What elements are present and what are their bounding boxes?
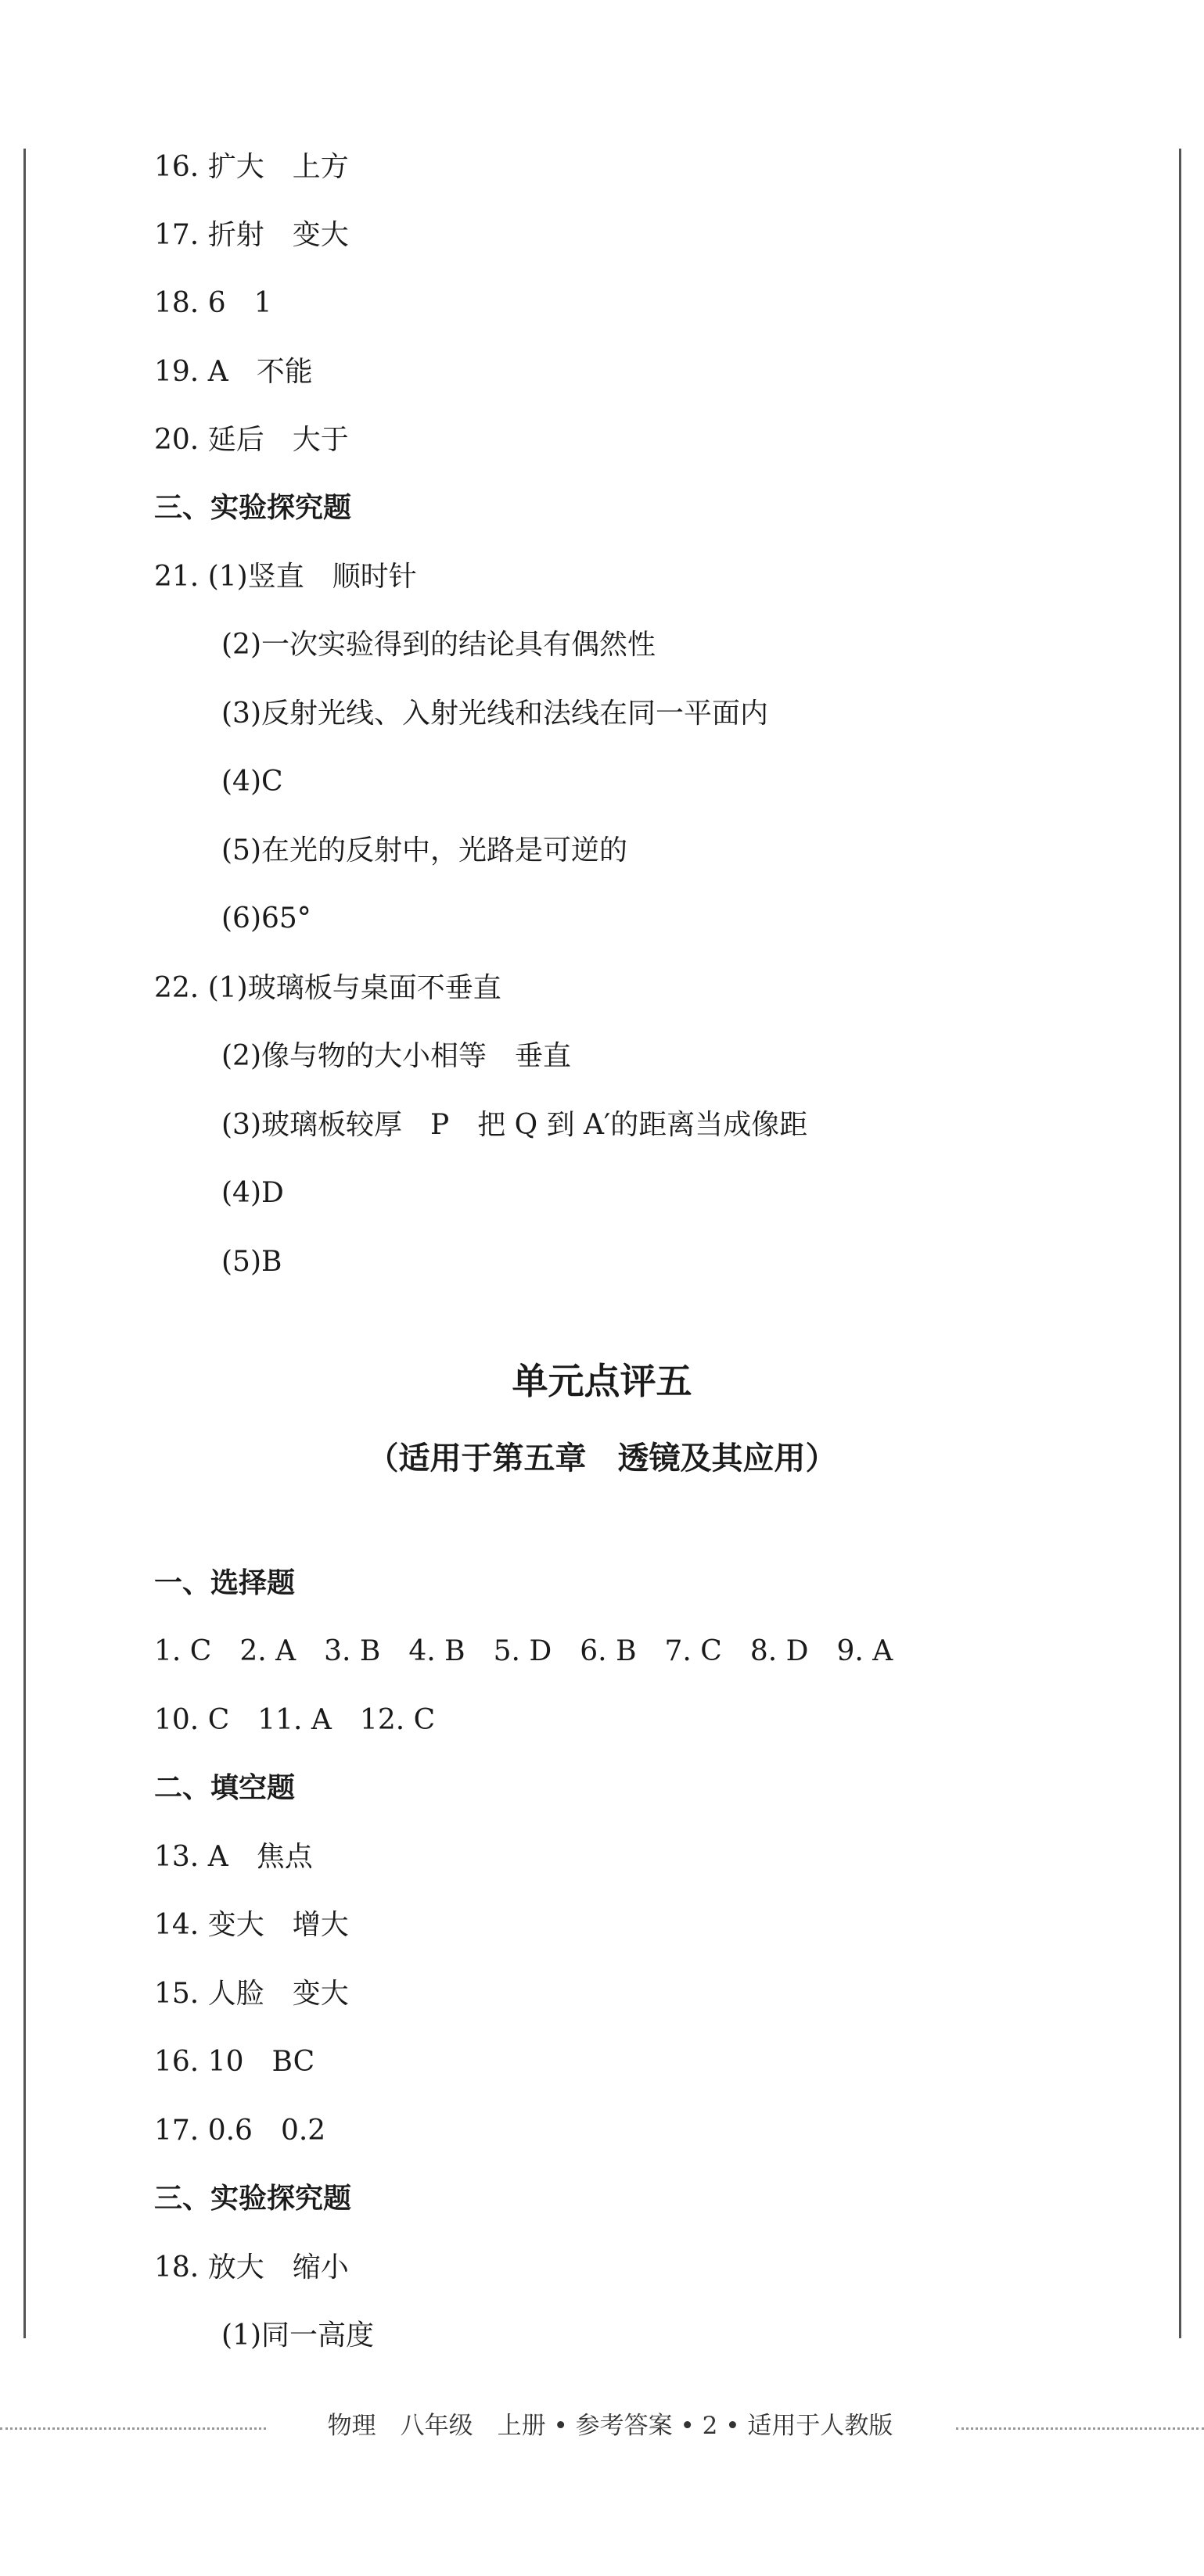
unit-title: 单元点评五 bbox=[512, 1360, 692, 1402]
answer-line: (3)反射光线、入射光线和法线在同一平面内 bbox=[221, 698, 768, 730]
section-heading-experiment-2: 三、实验探究题 bbox=[154, 2183, 352, 2215]
answer-line: (1)同一高度 bbox=[221, 2319, 374, 2352]
answer-line: 22. (1)玻璃板与桌面不垂直 bbox=[154, 972, 501, 1004]
answer-line: 16. 扩大 上方 bbox=[154, 151, 349, 183]
answer-line: (6)65° bbox=[221, 902, 311, 935]
answer-line: 15. 人脸 变大 bbox=[154, 1978, 349, 2010]
section-heading-fill: 二、填空题 bbox=[154, 1772, 296, 1804]
answer-line: 20. 延后 大于 bbox=[154, 424, 349, 456]
answer-line: (3)玻璃板较厚 P 把 Q 到 A′的距离当成像距 bbox=[221, 1109, 808, 1141]
answer-line: 10. C 11. A 12. C bbox=[154, 1704, 436, 1736]
answer-line: 14. 变大 增大 bbox=[154, 1909, 349, 1941]
footer-dotted-rule-left bbox=[0, 2427, 266, 2430]
answer-line: (5)B bbox=[221, 1246, 282, 1278]
footer-dotted-rule-right bbox=[956, 2427, 1204, 2430]
answer-line: 17. 折射 变大 bbox=[154, 219, 349, 251]
page-footer: 物理 八年级 上册 • 参考答案 • 2 • 适用于人教版 bbox=[327, 2412, 893, 2440]
answer-line: 17. 0.6 0.2 bbox=[154, 2115, 326, 2147]
answer-line: (4)C bbox=[221, 766, 283, 798]
left-margin-rule bbox=[23, 149, 26, 2338]
answer-line: 18. 放大 缩小 bbox=[154, 2251, 349, 2284]
answer-line: 16. 10 BC bbox=[154, 2046, 315, 2078]
answer-line: 18. 6 1 bbox=[154, 287, 272, 319]
answer-line: 19. A 不能 bbox=[154, 356, 313, 388]
answer-line: (2)像与物的大小相等 垂直 bbox=[221, 1040, 571, 1072]
right-margin-rule bbox=[1179, 149, 1181, 2338]
answer-line: (4)D bbox=[221, 1177, 284, 1209]
answer-line: (5)在光的反射中，光路是可逆的 bbox=[221, 834, 627, 866]
answer-line: 1. C 2. A 3. B 4. B 5. D 6. B 7. C 8. D 9. A bbox=[154, 1635, 893, 1667]
unit-subtitle: （适用于第五章 透镜及其应用） bbox=[367, 1440, 837, 1476]
answer-line: (2)一次实验得到的结论具有偶然性 bbox=[221, 629, 656, 661]
answer-line: 21. (1)竖直 顺时针 bbox=[154, 561, 417, 593]
answer-line: 13. A 焦点 bbox=[154, 1841, 313, 1873]
section-heading-experiment: 三、实验探究题 bbox=[154, 492, 352, 524]
section-heading-choice: 一、选择题 bbox=[154, 1567, 296, 1599]
